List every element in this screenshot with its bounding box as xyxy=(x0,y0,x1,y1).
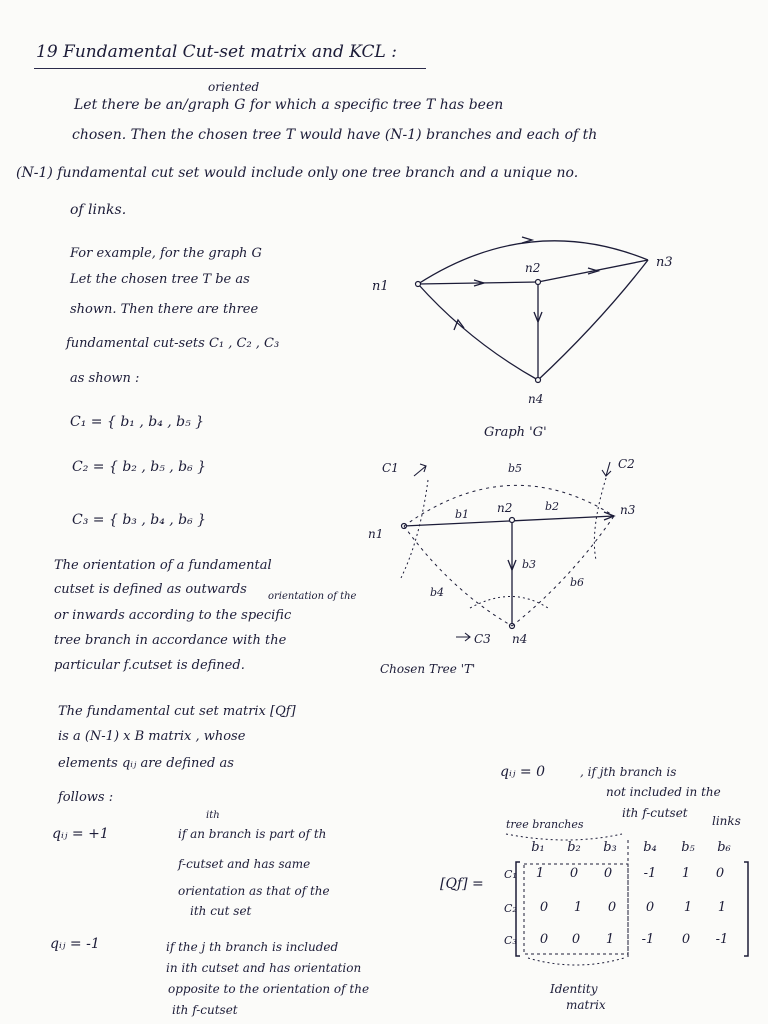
rule-plus-line-2: f-cutset and has same xyxy=(178,857,311,871)
tree-node-n2 xyxy=(510,518,515,523)
tree-label-c3: C3 xyxy=(474,632,491,646)
tree-link-b6 xyxy=(512,516,614,626)
tree-label-b3: b3 xyxy=(522,558,537,571)
matrix-def-line-4: follows : xyxy=(58,790,114,805)
tree-label-n2: n2 xyxy=(497,501,513,515)
matrix-col-b3: b₃ xyxy=(603,840,617,855)
matrix-cell-2-5: 1 xyxy=(683,900,693,915)
matrix-def-line-3: elements qᵢⱼ are defined as xyxy=(58,756,234,771)
orientation-line-2: cutset is defined as outwards xyxy=(54,582,247,597)
matrix-col-b2: b₂ xyxy=(567,840,581,855)
rule-zero-line-1: , if jth branch is xyxy=(580,765,677,779)
identity-label-2: matrix xyxy=(566,998,606,1012)
rule-zero-line-2: not included in the xyxy=(606,785,721,799)
tree-branch-horizontal xyxy=(404,516,614,526)
rule-plus-insert: ith xyxy=(206,810,220,821)
matrix-cell-2-2: 1 xyxy=(573,900,583,915)
rule-plus-line-4: ith cut set xyxy=(190,904,252,918)
rule-minus-line-2: in ith cutset and has orientation xyxy=(166,961,362,975)
intro-line-1: Let there be an/graph G for which a specific tree T has been xyxy=(74,97,504,113)
matrix-cell-2-3: 0 xyxy=(607,900,617,915)
tree-label-n1: n1 xyxy=(368,527,384,541)
cutset-c1: C₁ = { b₁ , b₄ , b₅ } xyxy=(70,414,205,430)
intro-line-4: of links. xyxy=(70,202,127,218)
matrix-row-c3: C₃ xyxy=(504,934,517,947)
orientation-line-4: tree branch in accordance with the xyxy=(54,633,287,648)
rule-plus-line-3: orientation as that of the xyxy=(178,884,330,898)
tree-label-b1: b1 xyxy=(455,508,470,521)
graph-label-n3: n3 xyxy=(656,255,673,270)
matrix-row-c1: C₁ xyxy=(504,868,517,881)
example-line-2: Let the chosen tree T be as xyxy=(70,272,250,287)
matrix-cell-1-3: 0 xyxy=(603,866,613,881)
orientation-line-3: or inwards according to the specific xyxy=(54,608,292,623)
matrix-cell-2-1: 0 xyxy=(539,900,549,915)
matrix-row-c2: C₂ xyxy=(504,902,517,915)
example-line-3: shown. Then there are three xyxy=(70,302,259,317)
matrix-def-line-1: The fundamental cut set matrix [Qƒ] xyxy=(58,704,296,719)
matrix-col-b1: b₁ xyxy=(531,840,545,855)
cutset-c2: C₂ = { b₂ , b₅ , b₆ } xyxy=(72,459,207,475)
matrix-cell-1-2: 0 xyxy=(569,866,579,881)
tree-label-b6: b6 xyxy=(570,576,585,589)
matrix-cell-3-2: 0 xyxy=(571,932,581,947)
intro-line-3: (N-1) fundamental cut set would include only one tree branch and a unique no. xyxy=(16,165,579,181)
matrix-cell-3-4: -1 xyxy=(641,932,655,947)
identity-label-1: Identity xyxy=(550,982,598,996)
graph-edge-n2-n3 xyxy=(538,260,648,282)
matrix-cell-1-5: 1 xyxy=(681,866,691,881)
graph-caption: Graph 'G' xyxy=(484,425,547,440)
graph-label-n2: n2 xyxy=(525,261,541,275)
rule-plus-lhs: qᵢⱼ = +1 xyxy=(52,826,109,842)
example-line-4: fundamental cut-sets C₁ , C₂ , C₃ xyxy=(66,336,280,351)
matrix-right-bracket xyxy=(744,862,748,956)
rule-minus-lhs: qᵢⱼ = -1 xyxy=(50,936,100,952)
insert-word: oriented xyxy=(208,80,260,94)
matrix-cell-1-1: 1 xyxy=(535,866,545,881)
matrix-cell-1-4: -1 xyxy=(643,866,657,881)
matrix-col-b6: b₆ xyxy=(717,840,731,855)
orientation-line-1: The orientation of a fundamental xyxy=(54,558,272,573)
rule-plus-line-1: if an branch is part of th xyxy=(178,827,327,841)
cut-line-c1 xyxy=(400,480,428,580)
graph-edge-n1-n2 xyxy=(418,282,538,284)
graph-node-n4 xyxy=(536,378,541,383)
intro-line-2: chosen. Then the chosen tree T would have (N-1) branches and each of th xyxy=(72,127,598,143)
orientation-line-5: particular f.cutset is defined. xyxy=(54,658,245,673)
links-label: links xyxy=(712,814,741,828)
graph-label-n1: n1 xyxy=(372,279,389,294)
matrix-def-line-2: is a (N-1) x B matrix , whose xyxy=(58,729,246,744)
cutset-c3: C₃ = { b₃ , b₄ , b₆ } xyxy=(72,512,207,528)
rule-minus-line-4: ith f-cutset xyxy=(172,1003,238,1017)
graph-node-n2 xyxy=(536,280,541,285)
matrix-cell-2-6: 1 xyxy=(717,900,727,915)
arrow-icon xyxy=(456,633,470,641)
example-line-5: as shown : xyxy=(70,371,140,386)
arrow-icon xyxy=(414,464,426,476)
rule-minus-line-3: opposite to the orientation of the xyxy=(168,982,370,996)
matrix-cell-3-6: -1 xyxy=(715,932,729,947)
matrix-cell-3-3: 1 xyxy=(605,932,615,947)
matrix-cell-1-6: 0 xyxy=(715,866,725,881)
tree-label-b2: b2 xyxy=(545,500,560,513)
cut-line-c2 xyxy=(594,478,606,560)
identity-brace xyxy=(528,958,624,965)
tree-caption: Chosen Tree 'T' xyxy=(380,662,476,676)
matrix-label: [Qƒ] = xyxy=(440,876,484,892)
example-line-1: For example, for the graph G xyxy=(70,246,262,261)
graph-edge-n4-n3 xyxy=(538,260,648,380)
matrix-cell-3-1: 0 xyxy=(539,932,549,947)
graph-node-n1 xyxy=(416,282,421,287)
rule-zero-lhs: qᵢⱼ = 0 xyxy=(500,764,546,780)
graph-edge-n1-n4 xyxy=(418,284,538,380)
orientation-insert-note: orientation of the xyxy=(268,591,357,602)
tree-label-b4: b4 xyxy=(430,586,445,599)
matrix-col-b4: b₄ xyxy=(643,840,657,855)
tree-label-c2: C2 xyxy=(618,457,635,471)
rule-minus-line-1: if the j th branch is included xyxy=(166,940,339,954)
matrix-cell-3-5: 0 xyxy=(681,932,691,947)
arrow-icon xyxy=(602,462,611,476)
graph-label-n4: n4 xyxy=(528,392,544,406)
tree-label-c1: C1 xyxy=(382,461,399,475)
matrix-col-b5: b₅ xyxy=(681,840,695,855)
matrix-cell-2-4: 0 xyxy=(645,900,655,915)
rule-zero-line-3: ith f-cutset xyxy=(622,806,688,820)
page-title: 19 Fundamental Cut-set matrix and KCL : xyxy=(36,42,397,62)
tree-label-n4: n4 xyxy=(512,632,528,646)
tree-branches-label: tree branches xyxy=(506,818,584,831)
tree-label-n3: n3 xyxy=(620,503,636,517)
tree-label-b5: b5 xyxy=(508,462,523,475)
tree-link-b4 xyxy=(404,526,512,626)
